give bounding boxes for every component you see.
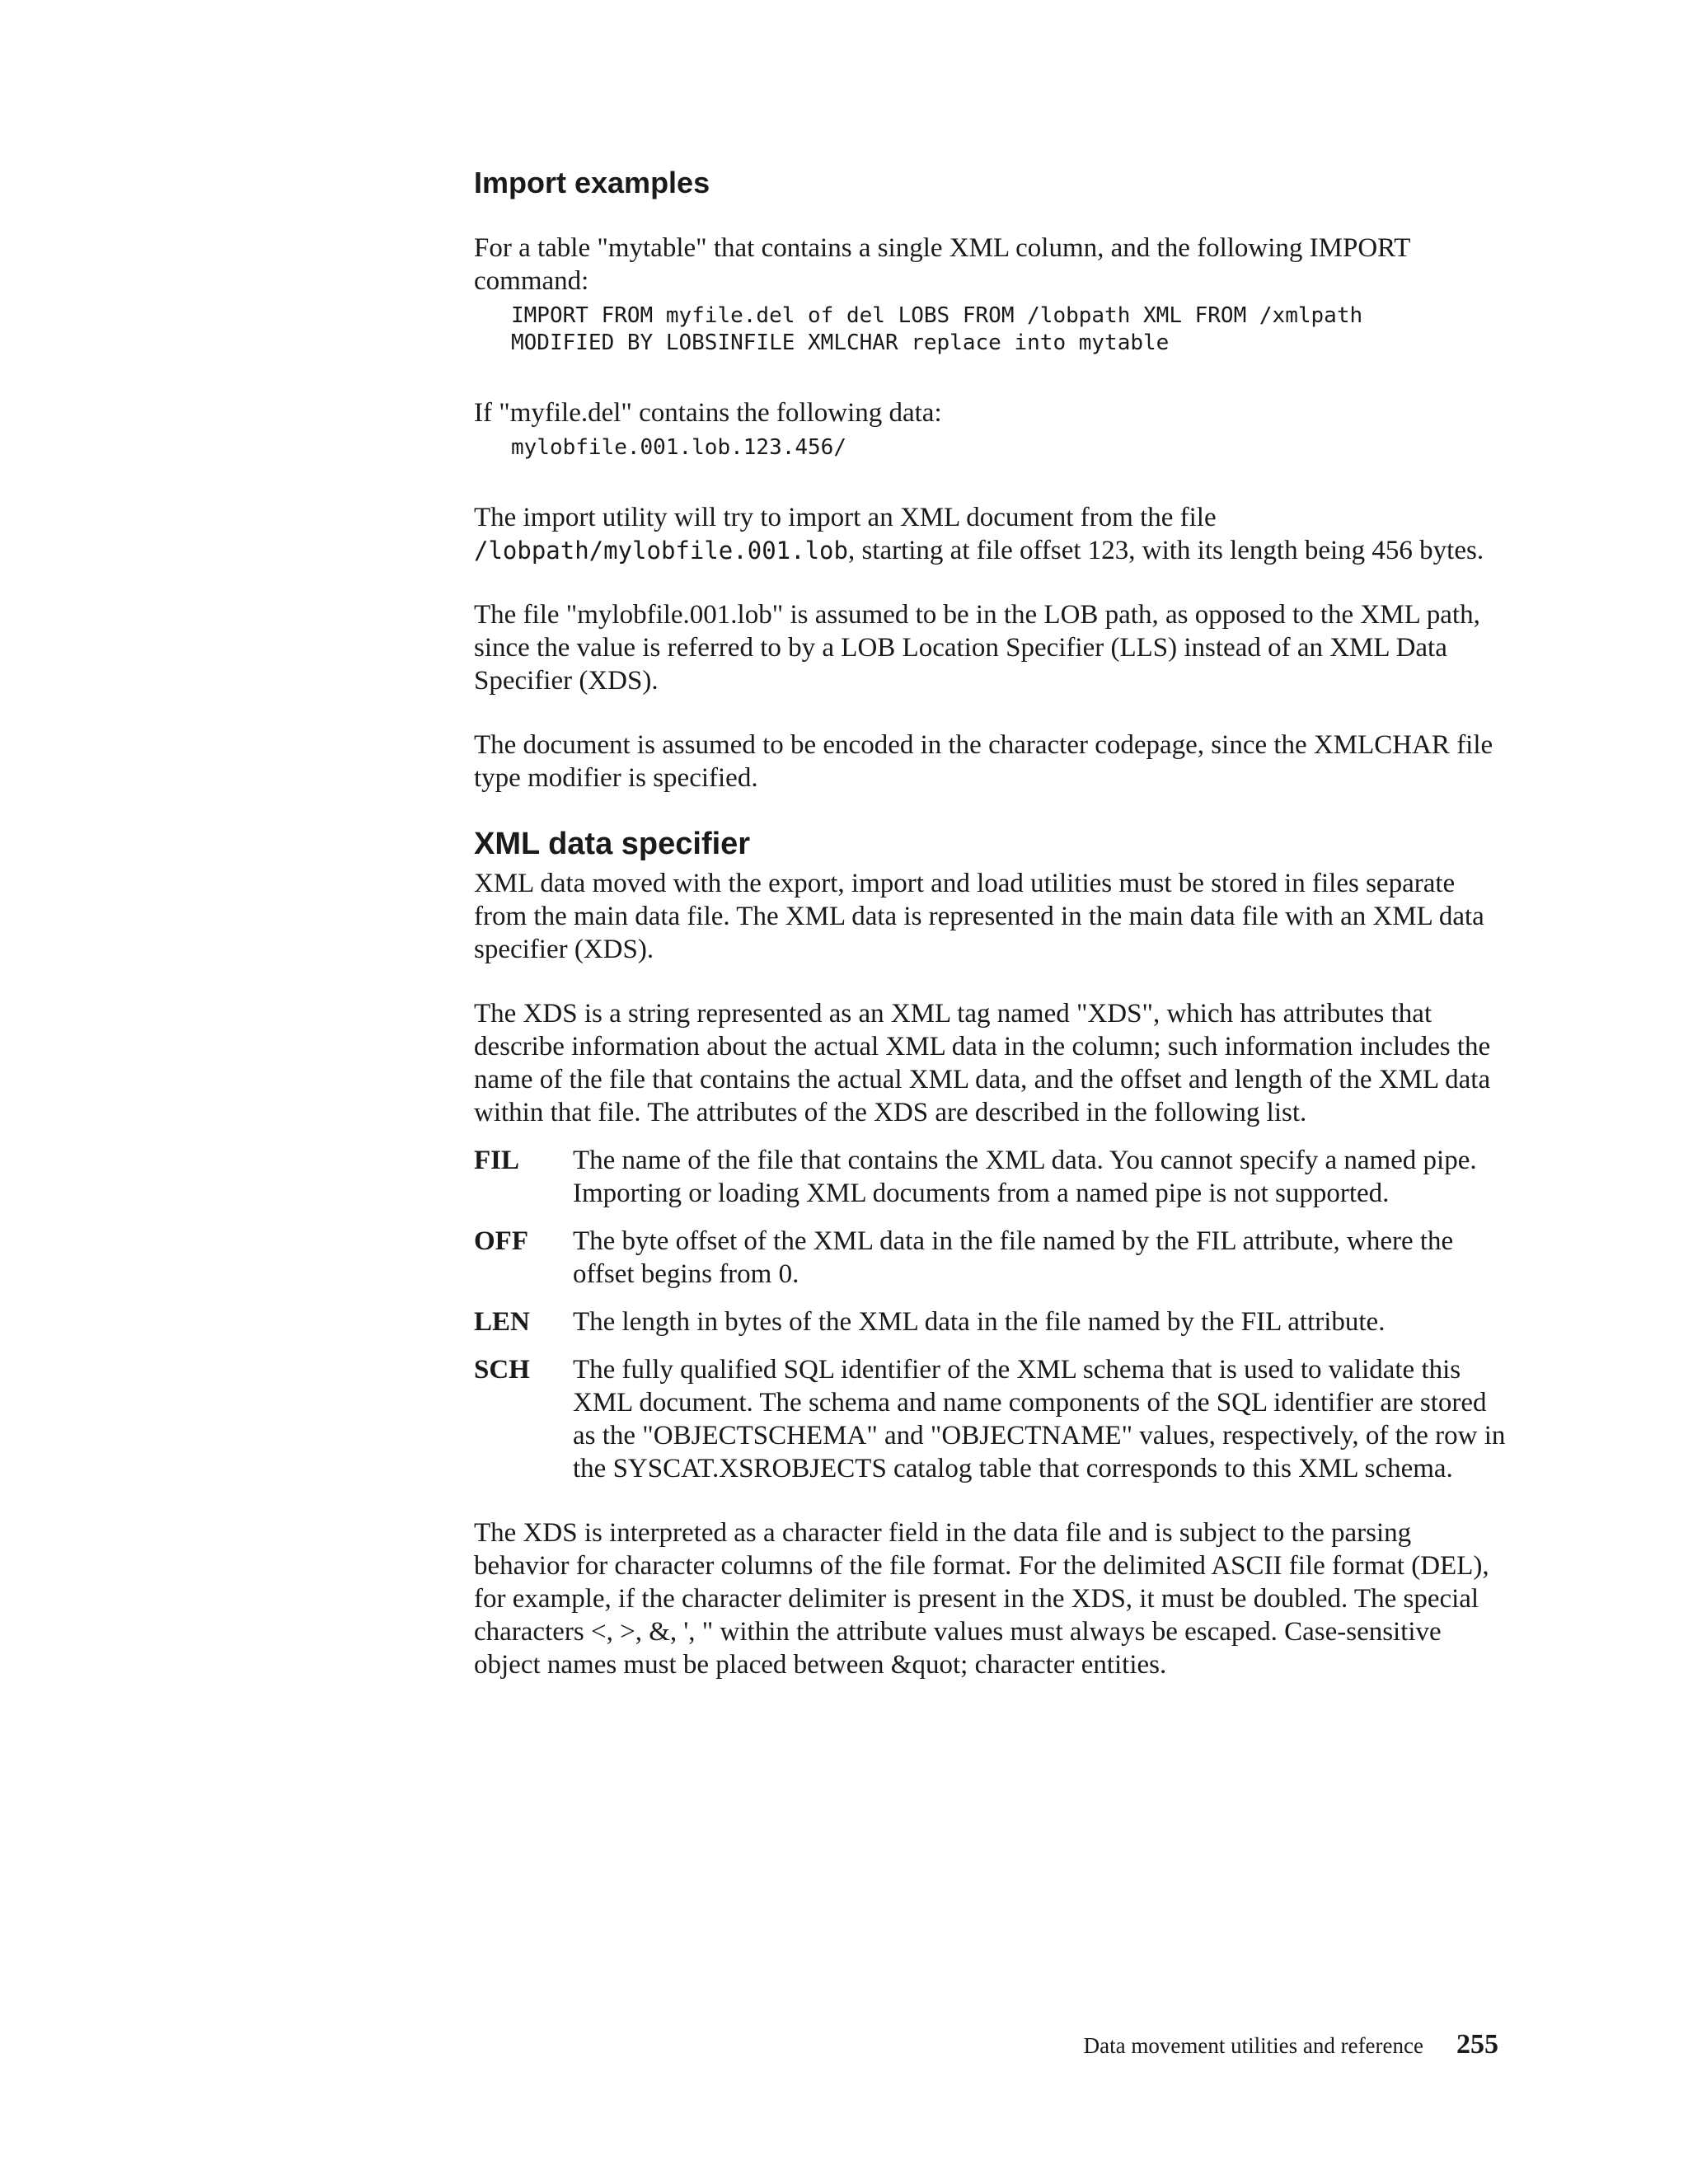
file-path: /lobpath/mylobfile.001.lob <box>474 537 848 565</box>
code-line: MODIFIED BY LOBSINFILE XMLCHAR replace into mytable <box>511 330 1170 356</box>
import-examples-heading: Import examples <box>474 166 710 199</box>
import-intro-paragraph: For a table "mytable" that contains a single XML column, and the following IMPORT command: <box>474 233 1410 297</box>
page-number: 255 <box>1456 2029 1498 2060</box>
xds-interpreted-paragraph: The XDS is interpreted as a character field in the data file and is subject to the parsing behavior for character columns of the file format. For the delimited ASCII file format (DEL), for example, if the character delimiter is present in the XDS, it must be doubled. The special characters <, >, &, ', " within the attribute values must always be escaped. Case-sensitive object names must be placed between &quot; character entities. <box>474 1517 1489 1680</box>
attribute-description: The length in bytes of the XML data in the file named by the FIL attribute. <box>573 1306 1386 1337</box>
codepage-paragraph: The document is assumed to be encoded in the character codepage, since the XMLCHAR file type modifier is specified. <box>474 730 1493 794</box>
xds-attribute-list <box>474 1144 1508 1485</box>
attribute-term: LEN <box>474 1306 530 1337</box>
attribute-term: SCH <box>474 1354 530 1385</box>
attribute-row-len <box>474 1305 1508 1338</box>
xml-data-specifier-heading: XML data specifier <box>474 827 751 862</box>
page-content <box>474 165 1508 1713</box>
attribute-row-fil <box>474 1144 1508 1210</box>
attribute-term: FIL <box>474 1145 520 1175</box>
attribute-row-off <box>474 1225 1508 1291</box>
paragraph-text: The import utility will try to import an XML document from the file <box>474 503 1217 533</box>
footer-title: Data movement utilities and reference <box>1083 2033 1423 2058</box>
data-intro-paragraph: If "myfile.del" contains the following data: <box>474 398 942 429</box>
attribute-term: OFF <box>474 1226 528 1256</box>
import-try-paragraph <box>474 501 1508 567</box>
xml-moved-paragraph: XML data moved with the export, import and load utilities must be stored in files separate from the main data file. The XML data is represented in the main data file with an XML data specifier (XDS). <box>474 868 1484 964</box>
attribute-description: The fully qualified SQL identifier of the XML schema that is used to validate this XML document. The schema and name components of the SQL identifier are stored as the "OBJECTSCHEMA" and "OBJECTNAME" values, respectively, of the row in the SYSCAT.XSROBJECTS catalog table that corresponds to this XML schema. <box>573 1354 1506 1483</box>
code-line: IMPORT FROM myfile.del of del LOBS FROM /lobpath XML FROM /xmlpath <box>511 303 1363 329</box>
page-footer <box>1084 2029 1498 2060</box>
paragraph-text: , starting at file offset 123, with its length being 456 bytes. <box>847 536 1484 566</box>
attribute-row-sch <box>474 1353 1508 1485</box>
lob-path-paragraph: The file "mylobfile.001.lob" is assumed to be in the LOB path, as opposed to the XML path, since the value is referred to by a LOB Location Specifier (LLS) instead of an XML Data Specifier (XDS). <box>474 600 1480 696</box>
attribute-description: The name of the file that contains the XML data. You cannot specify a named pipe. Importing or loading XML documents from a named pipe is not supported. <box>573 1145 1477 1208</box>
attribute-description: The byte offset of the XML data in the file named by the FIL attribute, where the offset begins from 0. <box>573 1226 1454 1289</box>
xds-description-paragraph: The XDS is a string represented as an XML tag named "XDS", which has attributes that describe information about the actual XML data in the column; such information includes the name of the file that contains the actual XML data, and the offset and length of the XML data within that file. The attributes of the XDS are described in the following list. <box>474 998 1491 1127</box>
code-line: mylobfile.001.lob.123.456/ <box>511 435 846 461</box>
data-block <box>511 434 1508 462</box>
import-command-block <box>511 302 1508 357</box>
